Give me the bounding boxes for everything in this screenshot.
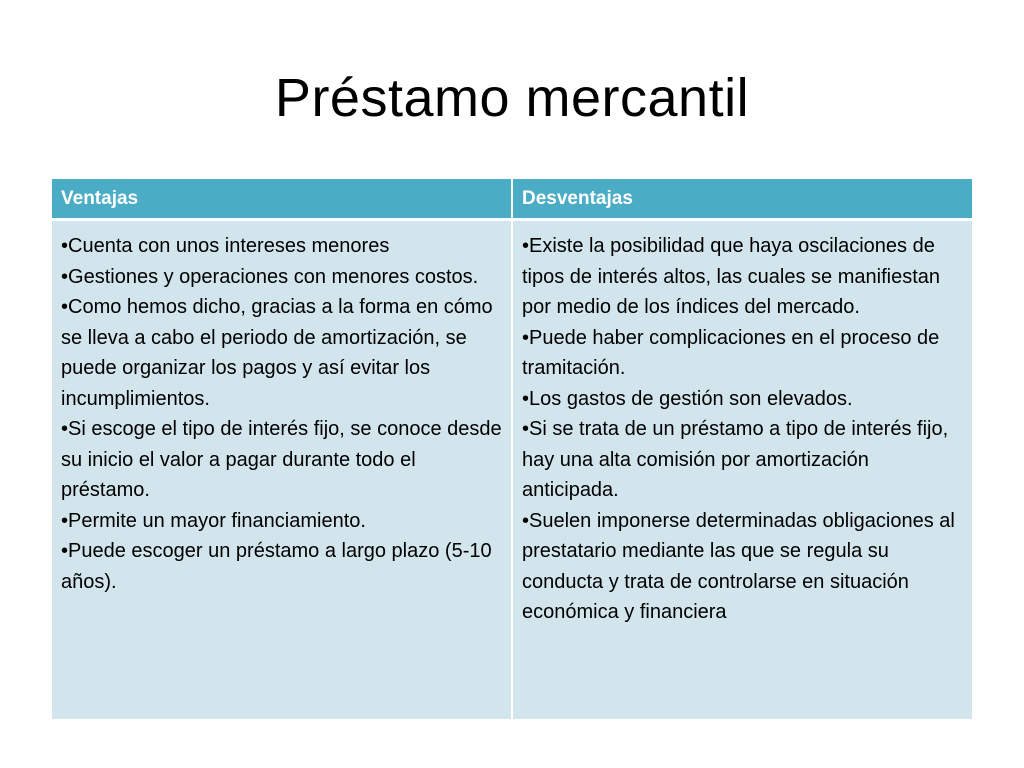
list-item: • Puede haber complicaciones en el proceso de tramitación. bbox=[522, 323, 963, 384]
desventajas-cell bbox=[513, 221, 972, 719]
list-item: • Cuenta con unos intereses menores bbox=[61, 231, 502, 262]
comparison-table bbox=[52, 179, 972, 719]
list-item: • Permite un mayor financiamiento. bbox=[61, 506, 502, 537]
list-item: • Si se trata de un préstamo a tipo de interés fijo, hay una alta comisión por amortización anticipada. bbox=[522, 414, 963, 506]
header-desventajas: Desventajas bbox=[513, 179, 972, 221]
header-ventajas: Ventajas bbox=[52, 179, 513, 221]
list-item: • Los gastos de gestión son elevados. bbox=[522, 384, 963, 415]
list-item: • Si escoge el tipo de interés fijo, se conoce desde su inicio el valor a pagar durante todo el préstamo. bbox=[61, 414, 502, 506]
table-header-row bbox=[52, 179, 972, 221]
list-item: • Existe la posibilidad que haya oscilaciones de tipos de interés altos, las cuales se manifiestan por medio de los índices del mercado. bbox=[522, 231, 963, 323]
ventajas-cell bbox=[52, 221, 513, 719]
slide-title: Préstamo mercantil bbox=[274, 68, 750, 128]
table-row bbox=[52, 221, 972, 719]
list-item: • Como hemos dicho, gracias a la forma en cómo se lleva a cabo el periodo de amortización, se puede organizar los pagos y así evitar los incumplimientos. bbox=[61, 292, 502, 414]
list-item: • Gestiones y operaciones con menores costos. bbox=[61, 262, 502, 293]
desventajas-list bbox=[522, 231, 963, 628]
list-item: • Puede escoger un préstamo a largo plazo (5-10 años). bbox=[61, 536, 502, 597]
ventajas-list bbox=[61, 231, 502, 597]
list-item: • Suelen imponerse determinadas obligaciones al prestatario mediante las que se regula su conducta y trata de controlarse en situación económica y financiera bbox=[522, 506, 963, 628]
